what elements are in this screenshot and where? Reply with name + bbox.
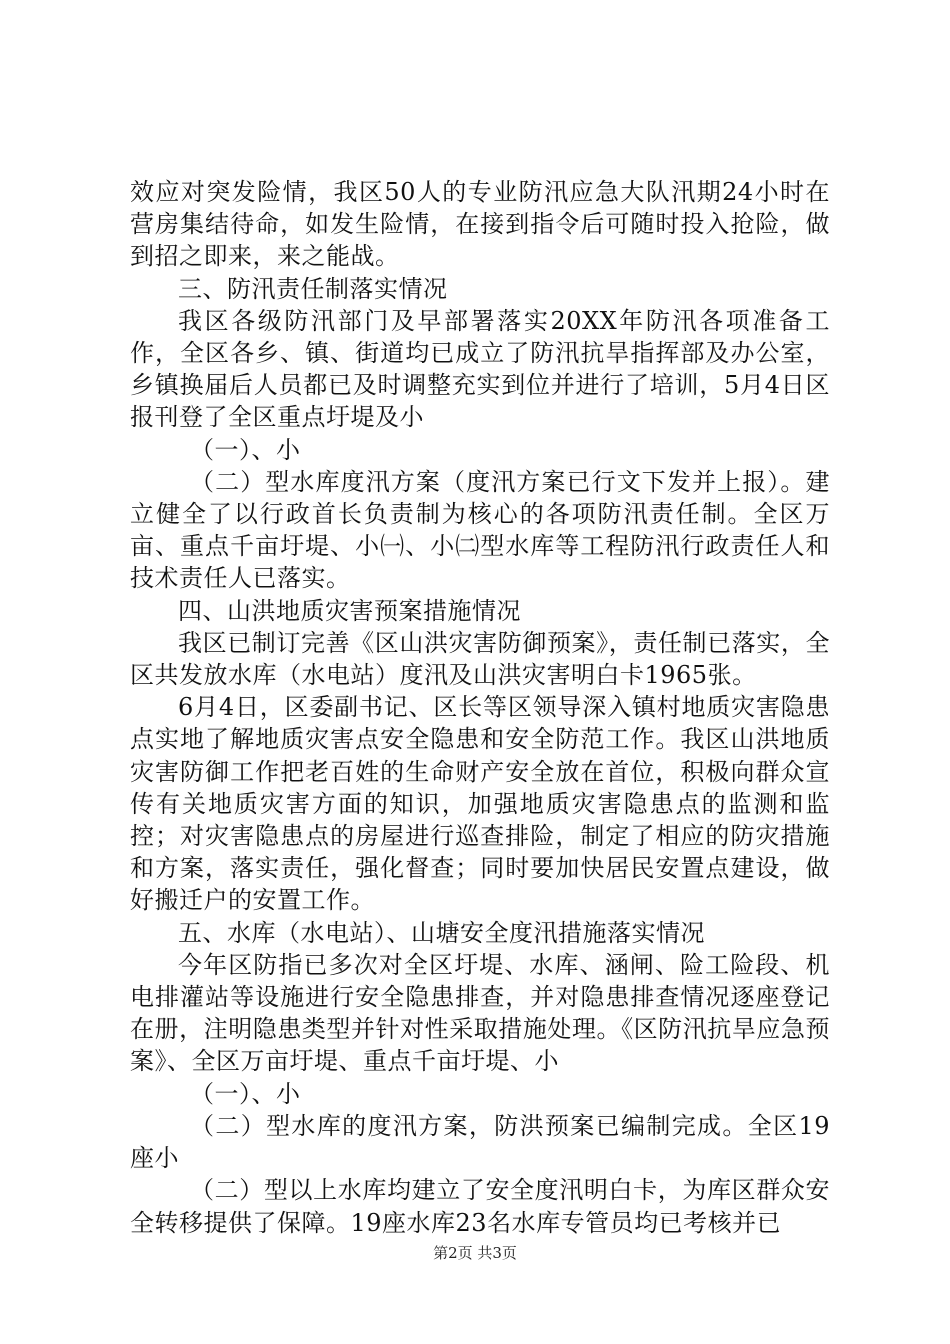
paragraph: 6月4日，区委副书记、区长等区领导深入镇村地质灾害隐患点实地了解地质灾害点安全隐患和安全防范工作。我区山洪地质灾害防御工作把老百姓的生命财产安全放在首位，积极向群众宣传有关地质灾害方面的知识，加强地质灾害隐患点的监测和监控；对灾害隐患点的房屋进行巡查排险，制定了相应的防灾措施和方案，落实责任，强化督查；同时要加快居民安置点建设，做好搬迁户的安置工作。 <box>130 693 830 915</box>
section-heading: 三、防汛责任制落实情况 <box>178 274 448 303</box>
page-number-label: 第2页 共3页 <box>433 1244 517 1262</box>
paragraph: 我区已制订完善《区山洪灾害防御预案》，责任制已落实，全区共发放水库（水电站）度汛及山洪灾害明白卡1965张。 <box>130 628 830 690</box>
paragraph: 今年区防指已多次对全区圩堤、水库、涵闸、险工险段、机电排灌站等设施进行安全隐患排查，并对隐患排查情况逐座登记在册，注明隐患类型并针对性采取措施处理。《区防汛抗旱应急预案》、全区万亩圩堤、重点千亩圩堤、小 <box>130 950 830 1076</box>
paragraph: （二）型水库度汛方案（度汛方案已行文下发并上报）。建立健全了以行政首长负责制为核心的各项防汛责任制。全区万亩、重点千亩圩堤、小㈠、小㈡型水库等工程防汛行政责任人和技术责任人已落实。 <box>130 467 830 593</box>
paragraph: （一）、小 <box>190 435 301 464</box>
paragraph: （一）、小 <box>190 1079 301 1108</box>
page-footer <box>0 1242 950 1263</box>
section-heading: 五、水库（水电站）、山塘安全度汛措施落实情况 <box>178 918 705 947</box>
paragraph: （二）型水库的度汛方案，防洪预案已编制完成。全区19座小 <box>130 1111 830 1173</box>
section-heading: 四、山洪地质灾害预案措施情况 <box>178 596 521 625</box>
document-body <box>130 176 830 1239</box>
paragraph: 效应对突发险情，我区50人的专业防汛应急大队汛期24小时在营房集结待命，如发生险情，在接到指令后可随时投入抢险，做到招之即来，来之能战。 <box>130 178 830 271</box>
paragraph: 我区各级防汛部门及早部署落实20XX年防汛各项准备工作，全区各乡、镇、街道均已成立了防汛抗旱指挥部及办公室，乡镇换届后人员都已及时调整充实到位并进行了培训，5月4日区报刊登了全区重点圩堤及小 <box>130 306 830 432</box>
paragraph: （二）型以上水库均建立了安全度汛明白卡，为库区群众安全转移提供了保障。19座水库23名水库专管员均已考核并已 <box>130 1176 830 1237</box>
